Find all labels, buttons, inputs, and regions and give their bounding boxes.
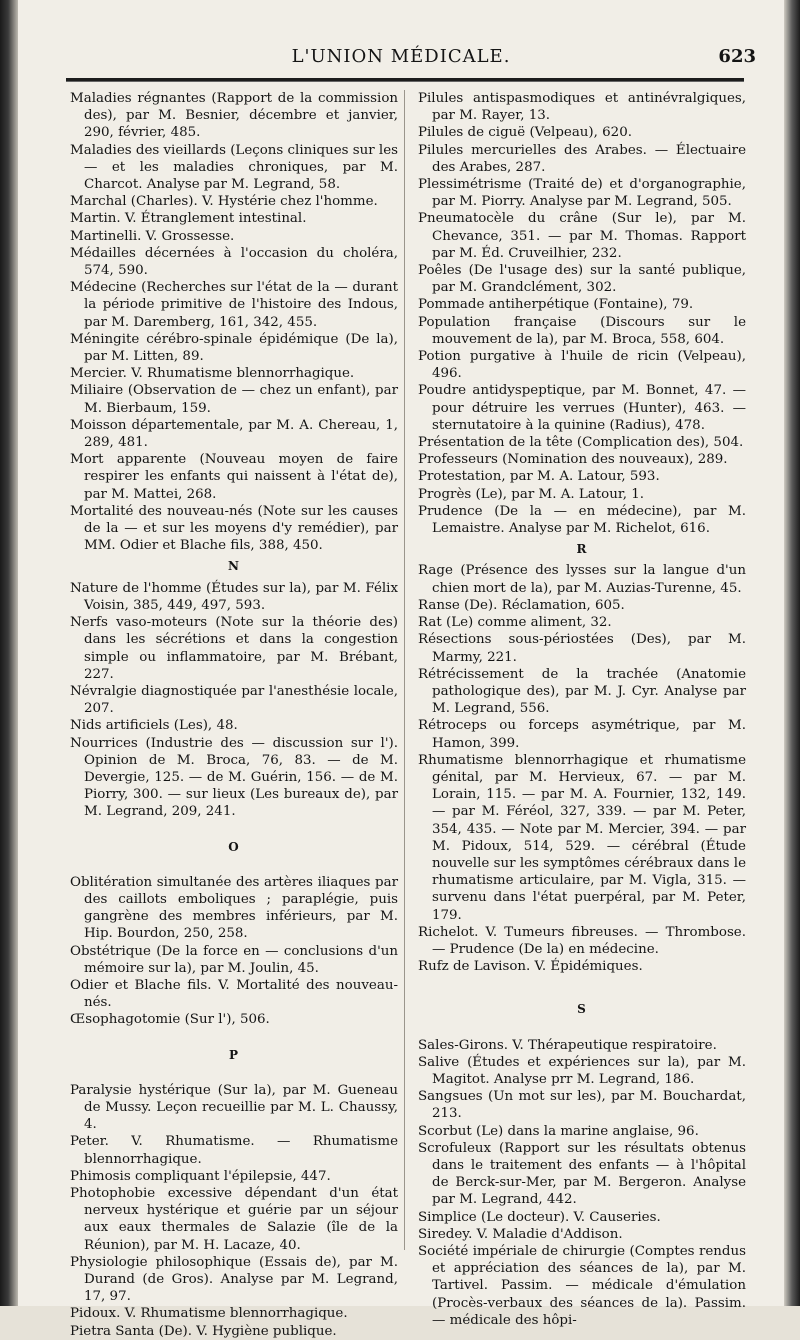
- index-entry: Simplice (Le docteur). V. Causeries.: [418, 1209, 661, 1225]
- index-entry: Paralysie hystérique (Sur la), par M. Gueneau de Mussy. Leçon recueillie par M. L. Chaussy, 4.: [70, 1082, 398, 1133]
- index-entry: Professeurs (Nomination des nouveaux), 289.: [418, 452, 728, 468]
- section-letter-n: N: [228, 559, 240, 574]
- journal-page: [18, 0, 784, 1339]
- index-entry: Mortalité des nouveau-nés (Note sur les causes de la — et sur les moyens d'y remédier), par MM. Odier et Blache fils, 388, 450.: [70, 503, 398, 554]
- index-entry: Siredey. V. Maladie d'Addison.: [418, 1226, 623, 1242]
- index-entry: Plessimétrisme (Traité de) et d'organographie, par M. Piorry. Analyse par M. Legrand, 505.: [418, 177, 746, 210]
- index-entry: Œsophagotomie (Sur l'), 506.: [70, 1012, 270, 1028]
- index-entry: Pidoux. V. Rhumatisme blennorrhagique.: [70, 1306, 348, 1322]
- page-number: 623: [718, 46, 756, 67]
- index-entry: Richelot. V. Tumeurs fibreuses. — Thrombose. — Prudence (De la) en médecine.: [418, 924, 746, 957]
- index-entry: Martin. V. Étranglement intestinal.: [70, 211, 307, 227]
- scan-left-shadow: [0, 0, 18, 1306]
- index-entry: Médecine (Recherches sur l'état de la — durant la période primitive de l'histoire des Indous, par M. Daremberg, 161, 342, 455.: [70, 280, 398, 330]
- index-entry: Physiologie philosophique (Essais de), par M. Durand (de Gros). Analyse par M. Legrand, 17, 97.: [70, 1254, 398, 1305]
- index-entry: Sangsues (Un mot sur les), par M. Bouchardat, 213.: [418, 1089, 746, 1122]
- index-entry: Prudence (De la — en médecine), par M. Lemaistre. Analyse par M. Richelot, 616.: [418, 503, 746, 537]
- index-entry: Nature de l'homme (Études sur la), par M. Félix Voisin, 385, 449, 497, 593.: [70, 580, 398, 613]
- index-entry: Mort apparente (Nouveau moyen de faire respirer les enfants qui naissent à l'état de), par M. Mattei, 268.: [70, 452, 398, 502]
- index-entry: Poudre antidyspeptique, par M. Bonnet, 47. — pour détruire les verrues (Hunter), 463. — sternutatoire à la quinine (Radius), 478.: [418, 383, 746, 433]
- index-entry: Marchal (Charles). V. Hystérie chez l'homme.: [70, 194, 378, 210]
- index-entry: Rage (Présence des lysses sur la langue d'un chien mort de la), par M. Auzias-Turenne, 45.: [418, 563, 746, 596]
- index-entry: Obstétrique (De la force en — conclusions d'un mémoire sur la), par M. Joulin, 45.: [70, 943, 398, 976]
- index-entry: Population française (Discours sur le mouvement de la), par M. Broca, 558, 604.: [418, 314, 746, 347]
- index-entry: Pilules antispasmodiques et antinévralgiques, par M. Rayer, 13.: [418, 91, 746, 124]
- index-entry: Médailles décernées à l'occasion du choléra, 574, 590.: [70, 245, 398, 279]
- header-rule: [66, 78, 744, 82]
- index-entry: Rétrécissement de la trachée (Anatomie pathologique des), par M. J. Cyr. Analyse par M. Legrand, 556.: [418, 666, 746, 717]
- index-entry: Présentation de la tête (Complication des), 504.: [418, 435, 744, 451]
- index-entry: Oblitération simultanée des artères iliaques par des caillots emboliques ; paraplégie, puis gangrène des membres inférieurs, par M. Hip. Bourdon, 250, 258.: [70, 874, 398, 942]
- index-entry: Rhumatisme blennorrhagique et rhumatisme génital, par M. Hervieux, 67. — par M. Lorain, 115. — par M. A. Fournier, 132, 149. — par M. Féréol, 327, 339. — par M. Peter, 354, 435. — Note par M. Mercier, 394. — par M. Pidoux, 514, 529. — cérébral (Étude nouvelle sur les symptômes cérébraux dans le rhumatisme articulaire, par M. Vigla, 315. — survenu dans l'état puerpéral, par M. Peter, 179.: [418, 752, 746, 923]
- index-entry: Protestation, par M. A. Latour, 593.: [418, 469, 660, 485]
- index-entry: Salive (Études et expériences sur la), par M. Magitot. Analyse prr M. Legrand, 186.: [418, 1054, 746, 1087]
- index-entry: Nids artificiels (Les), 48.: [70, 718, 238, 734]
- section-letter-r: R: [576, 542, 588, 557]
- index-entry: Maladies régnantes (Rapport de la commission des), par M. Besnier, décembre et janvier, 290, février, 485.: [70, 91, 398, 141]
- index-entry: Scorbut (Le) dans la marine anglaise, 96.: [418, 1123, 699, 1139]
- index-entry: Potion purgative à l'huile de ricin (Velpeau), 496.: [418, 349, 746, 382]
- index-entry: Ranse (De). Réclamation, 605.: [418, 597, 625, 613]
- index-entry: Sales-Girons. V. Thérapeutique respiratoire.: [418, 1037, 717, 1053]
- index-entry: Peter. V. Rhumatisme. — Rhumatisme blennorrhagique.: [70, 1134, 398, 1167]
- left-column: [70, 90, 398, 1340]
- section-letter-p: P: [228, 1047, 240, 1062]
- index-entry: Progrès (Le), par M. A. Latour, 1.: [418, 486, 645, 502]
- index-entry: Pommade antiherpétique (Fontaine), 79.: [418, 297, 694, 313]
- index-entry: Poêles (De l'usage des) sur la santé publique, par M. Grandclément, 302.: [418, 263, 746, 296]
- index-entry: Rétroceps ou forceps asymétrique, par M. Hamon, 399.: [418, 718, 746, 751]
- index-entry: Photophobie excessive dépendant d'un état nerveux hystérique et guérie par un séjour aux eaux thermales de Salazie (île de la Réunion), par M. H. Lacaze, 40.: [70, 1185, 398, 1253]
- index-entry: Scrofuleux (Rapport sur les résultats obtenus dans le traitement des enfants — à l'hôpital de Berck-sur-Mer, par M. Bergeron. Analyse par M. Legrand, 442.: [418, 1140, 746, 1208]
- column-divider: [404, 90, 405, 1250]
- index-entry: Rat (Le) comme aliment, 32.: [418, 615, 612, 631]
- scan-right-shadow: [784, 0, 800, 1306]
- page-header: [18, 40, 784, 74]
- index-entry: Névralgie diagnostiquée par l'anesthésie locale, 207.: [70, 683, 398, 717]
- index-entry: Phimosis compliquant l'épilepsie, 447.: [70, 1168, 331, 1184]
- index-entry: Pneumatocèle du crâne (Sur le), par M. Chevance, 351. — par M. Thomas. Rapport par M. Éd. Cruveilhier, 232.: [418, 211, 746, 261]
- index-entry: Rufz de Lavison. V. Épidémiques.: [418, 959, 643, 975]
- index-entry: Maladies des vieillards (Leçons cliniques sur les — et les maladies chroniques, par M. Charcot. Analyse par M. Legrand, 58.: [70, 142, 399, 193]
- index-entry: Mercier. V. Rhumatisme blennorrhagique.: [70, 366, 355, 382]
- section-letter-s: S: [577, 1002, 587, 1017]
- index-entry: Méningite cérébro-spinale épidémique (De la), par M. Litten, 89.: [70, 331, 398, 365]
- index-entry: Société impériale de chirurgie (Comptes rendus et appréciation des séances de la), par M. Tartivel. Passim. — médicale d'émulation (Procès-verbaux des séances de la). Passim. — médicale des hôpi-: [418, 1244, 746, 1328]
- right-column: [418, 90, 746, 1329]
- index-entry: Nerfs vaso-moteurs (Note sur la théorie des) dans les sécrétions et dans la congestion simple ou inflammatoire, par M. Brébant, 227.: [70, 615, 398, 682]
- journal-title: L'UNION MÉDICALE.: [291, 46, 511, 67]
- index-entry: Martinelli. V. Grossesse.: [70, 228, 235, 244]
- index-entry: Odier et Blache fils. V. Mortalité des nouveau-nés.: [70, 977, 398, 1011]
- index-entry: Nourrices (Industrie des — discussion sur l'). Opinion de M. Broca, 76, 83. — de M. Devergie, 125. — de M. Guérin, 156. — de M. Piorry, 300. — sur lieux (Les bureaux de), par M. Legrand, 209, 241.: [70, 735, 398, 820]
- index-entry: Pietra Santa (De). V. Hygiène publique.: [70, 1323, 337, 1339]
- index-entry: Pilules mercurielles des Arabes. — Électuaire des Arabes, 287.: [418, 142, 746, 175]
- section-letter-o: O: [228, 839, 240, 854]
- index-entry: Moisson départementale, par M. A. Chereau, 1, 289, 481.: [70, 417, 398, 451]
- index-entry: Miliaire (Observation de — chez un enfant), par M. Bierbaum, 159.: [70, 383, 398, 416]
- index-entry: Résections sous-périostées (Des), par M. Marmy, 221.: [418, 632, 746, 665]
- index-entry: Pilules de ciguë (Velpeau), 620.: [418, 125, 632, 141]
